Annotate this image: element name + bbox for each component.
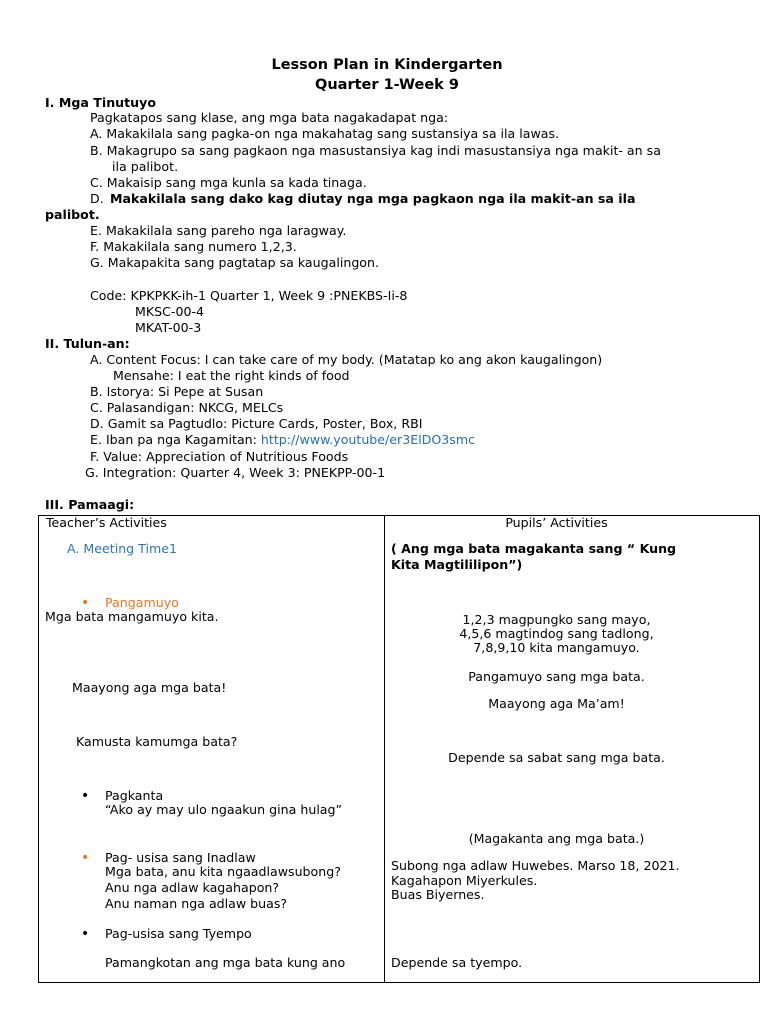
objectives-heading: I. Mga Tinutuyo <box>45 95 156 110</box>
pupils-line: Depende sa sabat sang mga bata. <box>448 750 665 765</box>
teacher-line: Pag- usisa sang Inadlaw <box>105 850 256 865</box>
objective-item: E. Makakilala sang pareho nga laragway. <box>90 223 347 238</box>
code-line: MKAT-00-3 <box>135 320 202 335</box>
material-item: F. Value: Appreciation of Nutritious Foods <box>90 449 349 464</box>
pupils-line: Maayong aga Ma’am! <box>488 696 625 711</box>
teacher-activities-header: Teacher’s Activities <box>46 515 167 530</box>
objective-item: F. Makakilala sang numero 1,2,3. <box>90 239 297 254</box>
bullet-icon: • <box>81 850 90 866</box>
page-title: Lesson Plan in Kindergarten <box>271 57 503 73</box>
pupils-line: 4,5,6 magtindog sang tadlong, <box>459 626 654 641</box>
youtube-link[interactable]: http://www.youtube/er3ElDO3smc <box>260 432 476 447</box>
pupils-line: Subong nga adlaw Huwebes. Marso 18, 2021. <box>391 858 680 873</box>
teacher-line: Pagkanta <box>105 788 164 803</box>
bullet-icon: • <box>81 926 90 942</box>
material-item: C. Palasandigan: NKCG, MELCs <box>90 400 284 415</box>
teacher-line: Maayong aga mga bata! <box>72 680 227 695</box>
objective-item: ila palibot. <box>112 159 179 174</box>
meeting-time-label: A. Meeting Time1 <box>67 541 178 556</box>
objective-item: B. Makagrupo sa sang pagkaon nga masustansiya kag indi masustansiya nga makit- an sa <box>90 143 661 158</box>
material-item-label: E. Iban pa nga Kagamitan: <box>90 432 257 447</box>
teacher-line: Kamusta kamumga bata? <box>76 734 238 749</box>
material-item: D. Gamit sa Pagtudlo: Picture Cards, Poster, Box, RBI <box>90 416 423 431</box>
pupils-column <box>385 516 760 983</box>
code-line: Code: KPKPKK-ih-1 Quarter 1, Week 9 :PNEKBS-Ii-8 <box>90 288 408 303</box>
objective-item: C. Makaisip sang mga kunla sa kada tinaga. <box>90 175 367 190</box>
pupils-line: (Magakanta ang mga bata.) <box>468 831 645 846</box>
pupils-line: Depende sa tyempo. <box>391 955 523 970</box>
objectives-intro: Pagkatapos sang klase, ang mga bata nagakadapat nga: <box>90 110 449 125</box>
material-item: G. Integration: Quarter 4, Week 3: PNEKPP-00-1 <box>85 465 386 480</box>
pupils-line: Pangamuyo sang mga bata. <box>468 669 645 684</box>
materials-heading: II. Tulun-an: <box>45 336 130 351</box>
procedure-heading: III. Pamaagi: <box>45 497 135 512</box>
teacher-line: “Ako ay may ulo ngaakun gina hulag” <box>105 802 343 817</box>
objective-item: G. Makapakita sang pagtatap sa kaugalingon. <box>90 255 379 270</box>
objective-item-bold: Makakilala sang dako kag diutay nga mga pagkaon nga ila makit-an sa ila <box>110 191 636 206</box>
pupils-line: Kagahapon Miyerkules. <box>391 873 538 888</box>
teacher-line: Mga bata mangamuyo kita. <box>45 609 219 624</box>
page-subtitle: Quarter 1-Week 9 <box>315 77 459 93</box>
objective-item-letter: D. <box>90 191 104 206</box>
bullet-icon: • <box>81 595 90 611</box>
teacher-line: Pag-usisa sang Tyempo <box>105 926 252 941</box>
pupils-activities-header: Pupils’ Activities <box>505 515 608 530</box>
material-item: B. Istorya: Si Pepe at Susan <box>90 384 264 399</box>
teacher-line: Mga bata, anu kita ngaadlawsubong? <box>105 864 341 879</box>
teacher-line: Anu naman nga adlaw buas? <box>105 896 288 911</box>
objective-item: A. Makakilala sang pagka-on nga makahatag sang sustansiya sa ila lawas. <box>90 126 560 141</box>
material-item: Mensahe: I eat the right kinds of food <box>113 368 350 383</box>
bullet-icon: • <box>81 788 90 804</box>
teacher-line: Pamangkotan ang mga bata kung ano <box>105 955 346 970</box>
pupils-line: Buas Biyernes. <box>391 887 485 902</box>
pupils-line: 7,8,9,10 kita mangamuyo. <box>473 640 640 655</box>
pupils-line: ( Ang mga bata magakanta sang “ Kung <box>391 541 677 556</box>
material-item: A. Content Focus: I can take care of my body. (Matatap ko ang akon kaugalingon) <box>90 352 603 367</box>
pangamuyo-label: Pangamuyo <box>105 595 179 610</box>
objective-item-bold: palibot. <box>45 207 100 222</box>
material-item <box>90 432 475 448</box>
code-line: MKSC-00-4 <box>135 304 205 319</box>
pupils-line: Kita Magtililipon”) <box>391 557 523 572</box>
teacher-line: Anu nga adlaw kagahapon? <box>105 880 280 895</box>
pupils-line: 1,2,3 magpungko sang mayo, <box>462 612 651 627</box>
